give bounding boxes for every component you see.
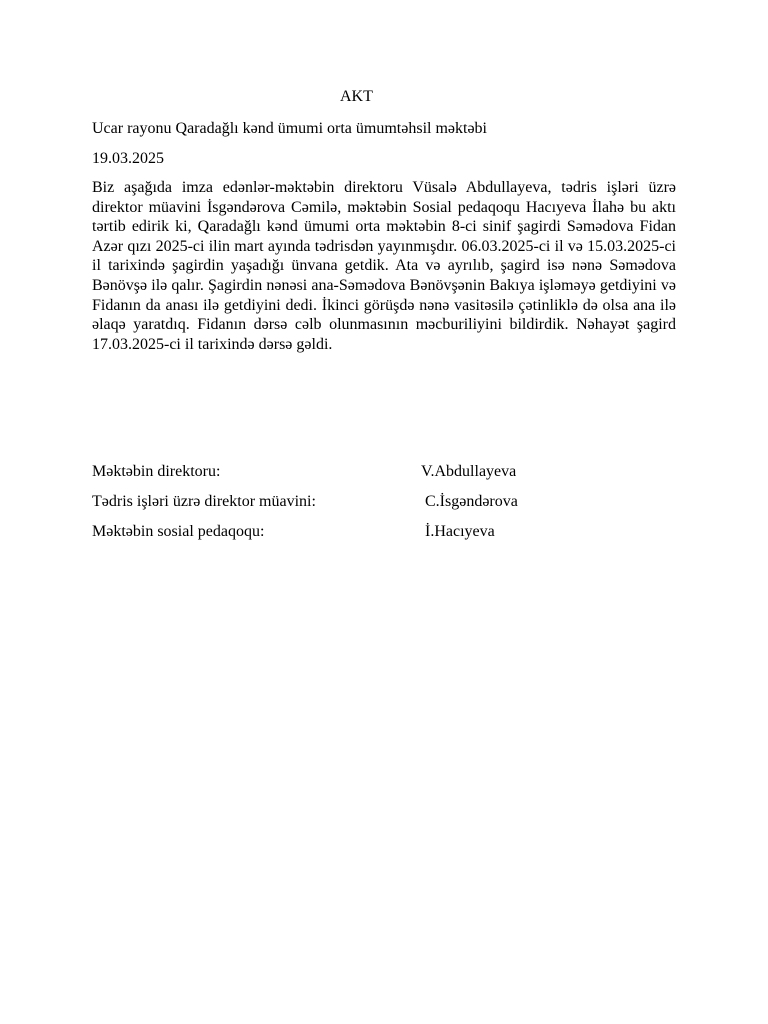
signature-row-deputy <box>92 491 676 521</box>
signature-name: C.İsgəndərova <box>425 493 518 510</box>
signature-row-social-pedagogue <box>92 521 676 551</box>
school-name: Ucar rayonu Qaradağlı kənd ümumi orta ümumtəhsil məktəbi <box>92 120 487 137</box>
signature-role: Tədris işləri üzrə direktor müavini: <box>92 493 316 510</box>
signature-name: İ.Hacıyeva <box>425 523 495 540</box>
document-title: AKT <box>340 88 373 105</box>
signature-row-director <box>92 461 676 491</box>
signature-name: V.Abdullayeva <box>421 463 517 480</box>
signature-role: Məktəbin direktoru: <box>92 463 221 480</box>
document-page <box>92 86 676 354</box>
document-body: Biz aşağıda imza edənlər-məktəbin direktoru Vüsalə Abdullayeva, tədris işləri üzrə direktor müavini İsgəndərova Cəmilə, məktəbin Sosial pedaqoqu Hacıyeva İlahə bu aktı tərtib edirik ki, Qaradağlı kənd ümumi orta məktəbin 8-ci sinif şagirdi Səmədova Fidan Azər qızı 2025-ci ilin mart ayında tədrisdən yayınmışdır. 06.03.2025-ci il və 15.03.2025-ci il tarixində şagirdin yaşadığı ünvana getdik. Ata və ayrılıb, şagird isə nənə Səmədova Bənövşə ilə qalır. Şagirdin nənəsi ana-Səmədova Bənövşənin Bakıya işləməyə getdiyini və Fidanın da anası ilə getdiyini dedi. İkinci görüşdə nənə vasitəsilə çətinliklə də olsa ana ilə əlaqə yaratdıq. Fidanın dərsə cəlb olunmasının məcburiliyini bildirdik. Nəhayət şagird 17.03.2025-ci il tarixində dərsə gəldi. <box>92 179 676 353</box>
signature-block <box>92 461 676 551</box>
document-date: 19.03.2025 <box>92 150 164 167</box>
signature-role: Məktəbin sosial pedaqoqu: <box>92 523 265 540</box>
